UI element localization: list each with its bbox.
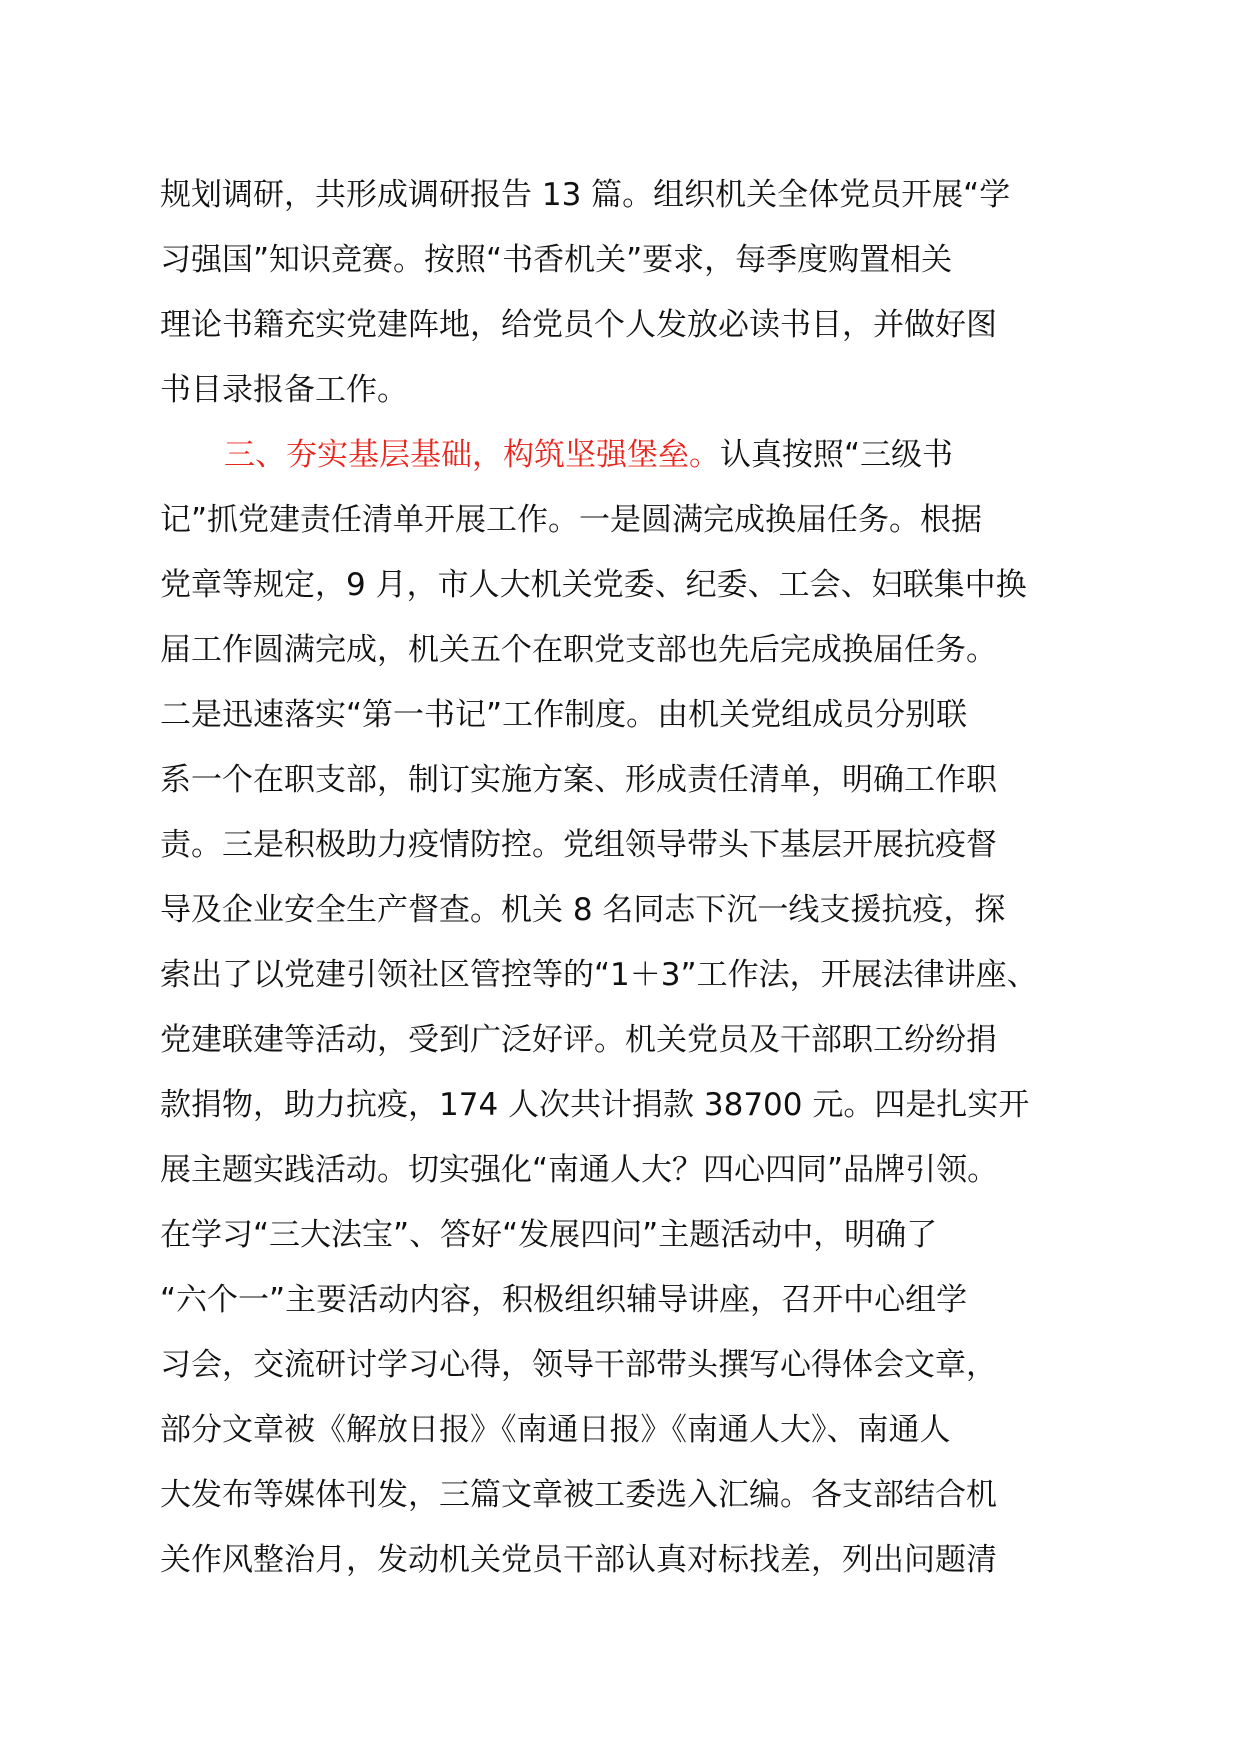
paragraph-1: [160, 163, 1100, 423]
text-line: 大发布等媒体刊发，三篇文章被工委选入汇编。各支部结合机: [160, 1477, 997, 1513]
text-line: “六个一”主要活动内容，积极组织辅导讲座，召开中心组学: [160, 1282, 968, 1318]
text-line: 导及企业安全生产督查。机关 8 名同志下沉一线支援抗疫，探: [160, 892, 1006, 928]
paragraph-2: [160, 423, 1100, 1593]
text-line: 在学习“三大法宝”、答好“发展四问”主题活动中，明确了: [160, 1217, 938, 1253]
text-line: 记”抓党建责任清单开展工作。一是圆满完成换届任务。根据: [160, 502, 983, 538]
text-line: 规划调研，共形成调研报告 13 篇。组织机关全体党员开展“学: [160, 177, 1011, 213]
text-line: 责。三是积极助力疫情防控。党组领导带头下基层开展抗疫督: [160, 827, 997, 863]
heading-line-rest: 认真按照“三级书: [720, 437, 954, 473]
text-line: 习会，交流研讨学习心得，领导干部带头撰写心得体会文章，: [160, 1347, 997, 1383]
text-line: 关作风整治月，发动机关党员干部认真对标找差，列出问题清: [160, 1542, 997, 1578]
text-line: 习强国”知识竞赛。按照“书香机关”要求，每季度购置相关: [160, 242, 953, 278]
text-line: 二是迅速落实“第一书记”工作制度。由机关党组成员分别联: [160, 697, 968, 733]
text-line: 展主题实践活动。切实强化“南通人大？四心四同”品牌引领。: [160, 1152, 999, 1188]
text-line: 款捐物，助力抗疫，174 人次共计捐款 38700 元。四是扎实开: [160, 1087, 1030, 1123]
text-line: 党章等规定，9 月，市人大机关党委、纪委、工会、妇联集中换: [160, 567, 1027, 603]
text-line: 理论书籍充实党建阵地，给党员个人发放必读书目，并做好图: [160, 307, 997, 343]
text-line: 届工作圆满完成，机关五个在职党支部也先后完成换届任务。: [160, 632, 997, 668]
text-line: 部分文章被《解放日报》《南通日报》《南通人大》、南通人: [160, 1412, 951, 1448]
text-line: 索出了以党建引领社区管控等的“1＋3”工作法，开展法律讲座、: [160, 957, 1038, 993]
text-line: 党建联建等活动，受到广泛好评。机关党员及干部职工纷纷捐: [160, 1022, 997, 1058]
text-line: 系一个在职支部，制订实施方案、形成责任清单，明确工作职: [160, 762, 997, 798]
text-line: 书目录报备工作。: [160, 372, 408, 408]
section-heading: 三、夯实基层基础，构筑坚强堡垒。: [224, 437, 720, 473]
document-body: [160, 163, 1100, 1593]
text-line: [160, 423, 1100, 488]
